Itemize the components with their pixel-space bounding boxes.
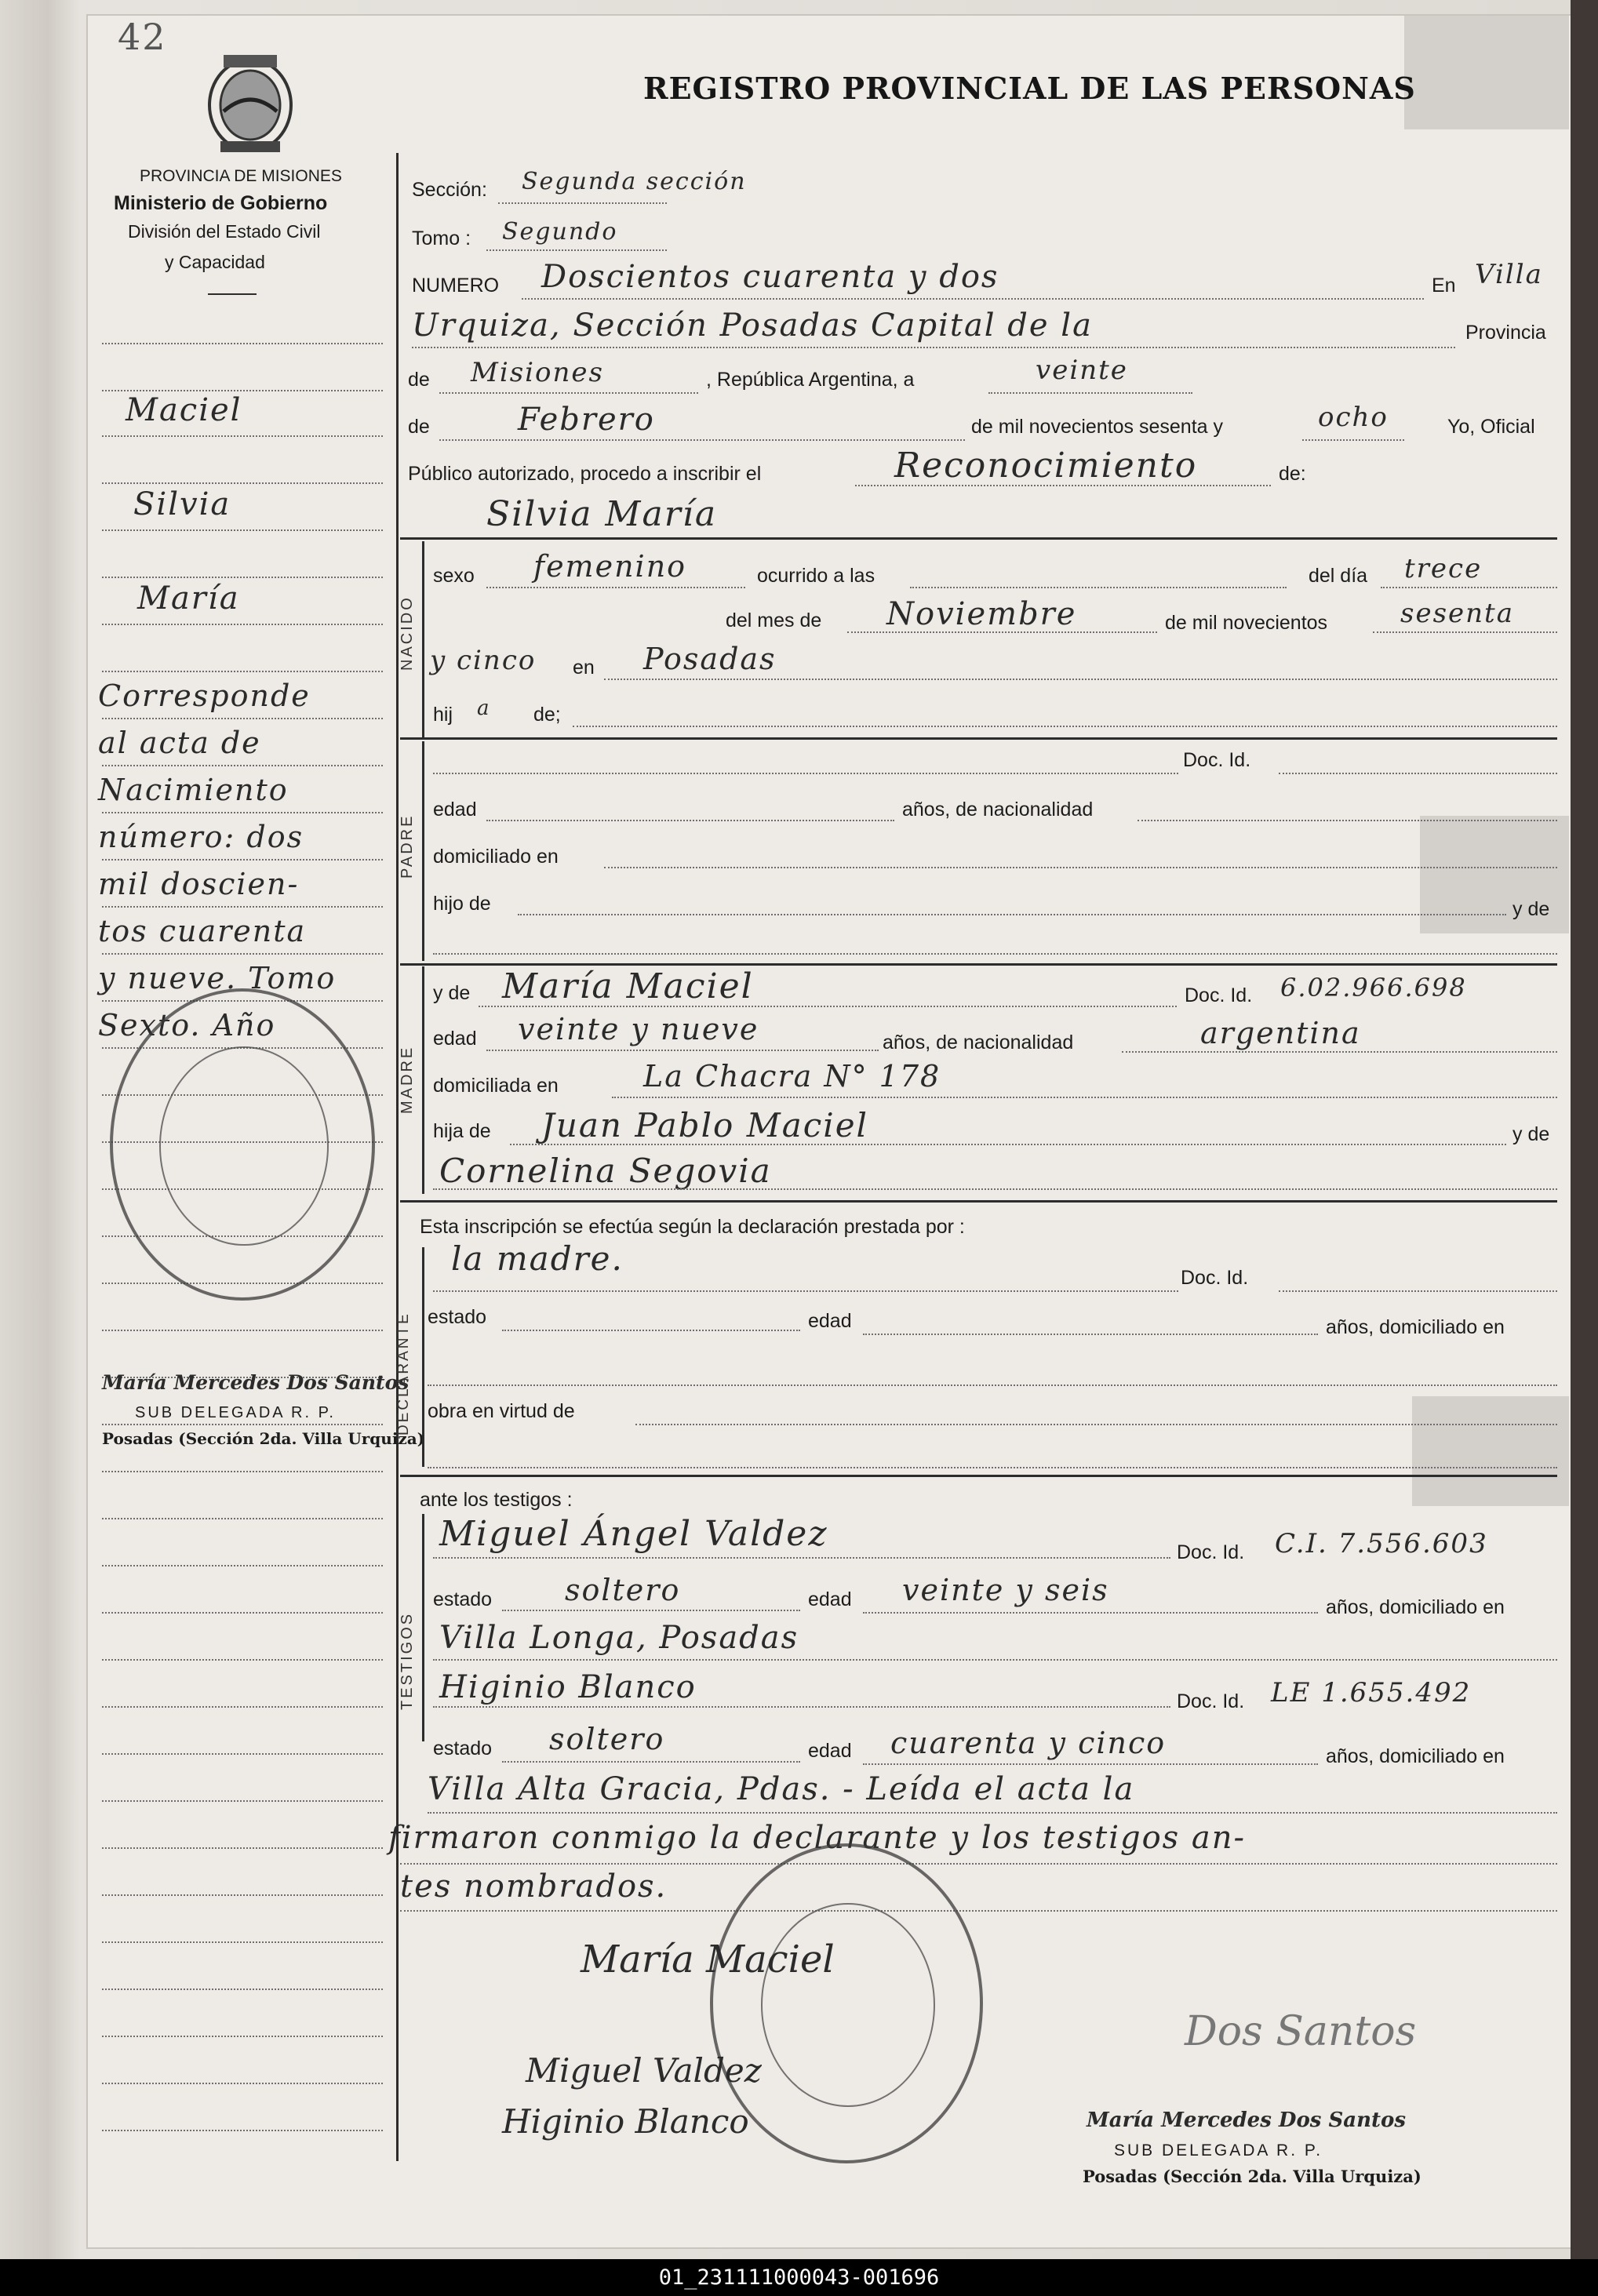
padre-hijo-de-label: hijo de bbox=[433, 893, 491, 915]
margin-note-line: tos cuarenta bbox=[98, 914, 307, 948]
registry-stamp bbox=[110, 988, 375, 1301]
testigo1-doc: C.I. 7.556.603 bbox=[1275, 1528, 1488, 1559]
en-label: En bbox=[1432, 275, 1456, 297]
padre-y-de-label: y de bbox=[1512, 898, 1550, 920]
testigo2-dom: Villa Alta Gracia, Pdas. - Leída el acta la bbox=[428, 1771, 1135, 1807]
madre-edad-value: veinte y nueve bbox=[518, 1012, 759, 1046]
closing-line-1: firmaron conmigo la declarante y los testigos an- bbox=[388, 1820, 1247, 1856]
signature-testigo1: Miguel Valdez bbox=[526, 2051, 762, 2090]
padre-label: PADRE bbox=[399, 813, 416, 879]
ocurrido-label: ocurrido a las bbox=[757, 565, 875, 587]
testigo2-doc: LE 1.655.492 bbox=[1271, 1677, 1472, 1708]
division-label: División del Estado Civil bbox=[128, 221, 321, 242]
declarante-edad-label: edad bbox=[808, 1310, 852, 1332]
tape-strip bbox=[1404, 16, 1569, 129]
mes-value: Febrero bbox=[518, 402, 655, 438]
madre-y-de-label-2: y de bbox=[1512, 1123, 1550, 1145]
numero-value: Doscientos cuarenta y dos bbox=[541, 259, 999, 295]
provincia-value: Misiones bbox=[471, 357, 604, 388]
signature-madre: María Maciel bbox=[581, 1938, 835, 1981]
yo-oficial-label: Yo, Oficial bbox=[1447, 416, 1535, 438]
margin-stamp-role: SUB DELEGADA R. P. bbox=[135, 1404, 336, 1421]
madre-y-de-label: y de bbox=[433, 982, 471, 1004]
provincial-crest-icon bbox=[200, 49, 300, 158]
anio-nac-value: sesenta bbox=[1400, 598, 1514, 629]
testigo1-estado-label: estado bbox=[433, 1588, 493, 1610]
testigo2-estado: soltero bbox=[549, 1722, 665, 1756]
madre-nac-label: años, de nacionalidad bbox=[883, 1032, 1074, 1053]
madre-label: MADRE bbox=[399, 1045, 416, 1114]
province-label: PROVINCIA DE MISIONES bbox=[140, 167, 342, 185]
margin-note-line: Nacimiento bbox=[98, 773, 289, 807]
madre-edad-label: edad bbox=[433, 1028, 477, 1050]
section-rule bbox=[400, 737, 1557, 740]
official-name: María Mercedes Dos Santos bbox=[1087, 2109, 1406, 2132]
mil-nov-label: de mil novecientos bbox=[1165, 612, 1328, 634]
republica-label: , República Argentina, a bbox=[706, 369, 915, 391]
padre-doc-label: Doc. Id. bbox=[1183, 749, 1251, 771]
closing-line-2: tes nombrados. bbox=[400, 1868, 668, 1905]
madre-doc-value: 6.02.966.698 bbox=[1280, 973, 1467, 1002]
testigo1-dom: Villa Longa, Posadas bbox=[439, 1620, 799, 1656]
anio-value: ocho bbox=[1318, 402, 1389, 433]
testigo1-edad-label: edad bbox=[808, 1588, 852, 1610]
section-rule bbox=[400, 1475, 1557, 1477]
testigo1-nombre: Miguel Ángel Valdez bbox=[439, 1514, 828, 1554]
madre-value: María Maciel bbox=[502, 966, 754, 1006]
obra-label: obra en virtud de bbox=[428, 1400, 575, 1422]
madre-hija-de-label: hija de bbox=[433, 1120, 491, 1142]
page-number: 42 bbox=[118, 16, 167, 58]
testigos-label: TESTIGOS bbox=[399, 1611, 416, 1710]
header-rule bbox=[208, 293, 257, 295]
del-dia-label: del día bbox=[1309, 565, 1368, 587]
declarante-divider bbox=[422, 1247, 424, 1467]
testigos-divider bbox=[422, 1514, 424, 1741]
mes-nac-value: Noviembre bbox=[886, 596, 1077, 632]
section-rule bbox=[400, 537, 1557, 540]
testigo1-edad: veinte y seis bbox=[902, 1573, 1109, 1607]
lugar-nac-value: Posadas bbox=[643, 642, 777, 676]
de-label-2: de bbox=[408, 416, 430, 438]
sexo-label: sexo bbox=[433, 565, 475, 587]
publico-label: Público autorizado, procedo a inscribir el bbox=[408, 463, 762, 485]
margin-note-line: número: dos bbox=[98, 820, 304, 854]
book-edge bbox=[1571, 0, 1598, 2259]
de-colon-label: de: bbox=[1279, 463, 1306, 485]
signature-testigo2: Higinio Blanco bbox=[502, 2102, 749, 2141]
madre-dom-label: domiciliada en bbox=[433, 1075, 559, 1097]
testigo2-nombre: Higinio Blanco bbox=[439, 1669, 697, 1705]
madre-divider bbox=[422, 966, 424, 1194]
declarante-estado-label: estado bbox=[428, 1306, 487, 1328]
margin-note-line: y nueve. Tomo bbox=[98, 961, 337, 995]
sexo-value: femenino bbox=[533, 549, 687, 584]
madre-doc-label: Doc. Id. bbox=[1185, 984, 1253, 1006]
testigo2-edad: cuarenta y cinco bbox=[890, 1726, 1167, 1760]
nacido-divider bbox=[422, 541, 424, 737]
abuelo-value: Juan Pablo Maciel bbox=[541, 1106, 868, 1144]
nombre-value: Silvia María bbox=[486, 494, 718, 534]
padre-divider bbox=[422, 741, 424, 961]
margin-note-line: Sexto. Año bbox=[98, 1008, 276, 1042]
tomo-value: Segundo bbox=[502, 218, 618, 246]
section-rule bbox=[400, 963, 1557, 966]
dia-value: veinte bbox=[1036, 355, 1128, 386]
testigo2-edad-label: edad bbox=[808, 1740, 852, 1762]
tape-strip bbox=[1412, 1396, 1569, 1506]
registry-stamp-main bbox=[710, 1843, 983, 2163]
margin-note-line: mil doscien- bbox=[98, 867, 300, 901]
nacido-label: NACIDO bbox=[399, 595, 416, 671]
margin-note-name2: María bbox=[137, 580, 240, 617]
padre-dom-label: domiciliado en bbox=[433, 846, 559, 868]
declarante-doc-label: Doc. Id. bbox=[1181, 1267, 1249, 1289]
madre-dom-value: La Chacra N° 178 bbox=[643, 1059, 941, 1093]
provincia-label: Provincia bbox=[1465, 322, 1546, 344]
hijo-label: hij bbox=[433, 704, 453, 726]
anio-nac-value-2: y cinco bbox=[430, 645, 537, 676]
declarante-value: la madre. bbox=[451, 1239, 624, 1278]
document-title: REGISTRO PROVINCIAL DE LAS PERSONAS bbox=[643, 71, 1416, 106]
testigo1-estado: soltero bbox=[565, 1573, 681, 1607]
margin-note-line: al acta de bbox=[98, 726, 261, 760]
testigo1-dom-label: años, domiciliado en bbox=[1326, 1596, 1505, 1618]
place-value: Urquiza, Sección Posadas Capital de la bbox=[412, 307, 1093, 344]
en-value: Villa bbox=[1475, 259, 1543, 290]
testigo2-dom-label: años, domiciliado en bbox=[1326, 1745, 1505, 1767]
numero-label: NUMERO bbox=[412, 275, 500, 297]
division-label-2: y Capacidad bbox=[165, 252, 265, 272]
ministry-label: Ministerio de Gobierno bbox=[114, 192, 328, 214]
margin-note-line: Corresponde bbox=[98, 679, 311, 713]
ante-testigos-label: ante los testigos : bbox=[420, 1489, 573, 1511]
official-office: Posadas (Sección 2da. Villa Urquiza) bbox=[1083, 2167, 1421, 2186]
declarante-dom-label: años, domiciliado en bbox=[1326, 1316, 1505, 1338]
mil-label: de mil novecientos sesenta y bbox=[971, 416, 1224, 438]
del-dia-value: trece bbox=[1404, 553, 1483, 584]
margin-divider bbox=[396, 153, 399, 2161]
de-label: de bbox=[408, 369, 430, 391]
section-rule bbox=[400, 1200, 1557, 1203]
seccion-value: Segunda sección bbox=[522, 168, 747, 195]
signature-official: Dos Santos bbox=[1185, 2008, 1417, 2055]
del-mes-label: del mes de bbox=[726, 609, 822, 631]
official-role: SUB DELEGADA R. P. bbox=[1114, 2141, 1323, 2160]
margin-note-surname: Maciel bbox=[126, 392, 242, 428]
de-semicolon-label: de; bbox=[533, 704, 561, 726]
padre-edad-label: edad bbox=[433, 799, 477, 821]
acto-value: Reconocimiento bbox=[894, 446, 1198, 486]
seccion-label: Sección: bbox=[412, 179, 487, 201]
padre-nac-label: años, de nacionalidad bbox=[902, 799, 1094, 821]
abuela-value: Cornelina Segovia bbox=[439, 1152, 772, 1190]
en-label-2: en bbox=[573, 657, 595, 679]
hijo-value: a bbox=[477, 697, 491, 720]
madre-nac-value: argentina bbox=[1200, 1016, 1361, 1050]
margin-stamp-office: Posadas (Sección 2da. Villa Urquiza) bbox=[102, 1429, 425, 1448]
footer-id: 01_231111000043-001696 bbox=[0, 2259, 1598, 2296]
tomo-label: Tomo : bbox=[412, 227, 471, 249]
testigo1-doc-label: Doc. Id. bbox=[1177, 1541, 1245, 1563]
testigo2-doc-label: Doc. Id. bbox=[1177, 1690, 1245, 1712]
declarante-label: DECLARANTE bbox=[395, 1312, 412, 1435]
inscripcion-label: Esta inscripción se efectúa según la declaración prestada por : bbox=[420, 1216, 965, 1238]
margin-note-name1: Silvia bbox=[133, 486, 231, 522]
testigo2-estado-label: estado bbox=[433, 1737, 493, 1759]
margin-stamp-name: María Mercedes Dos Santos bbox=[102, 1371, 410, 1394]
